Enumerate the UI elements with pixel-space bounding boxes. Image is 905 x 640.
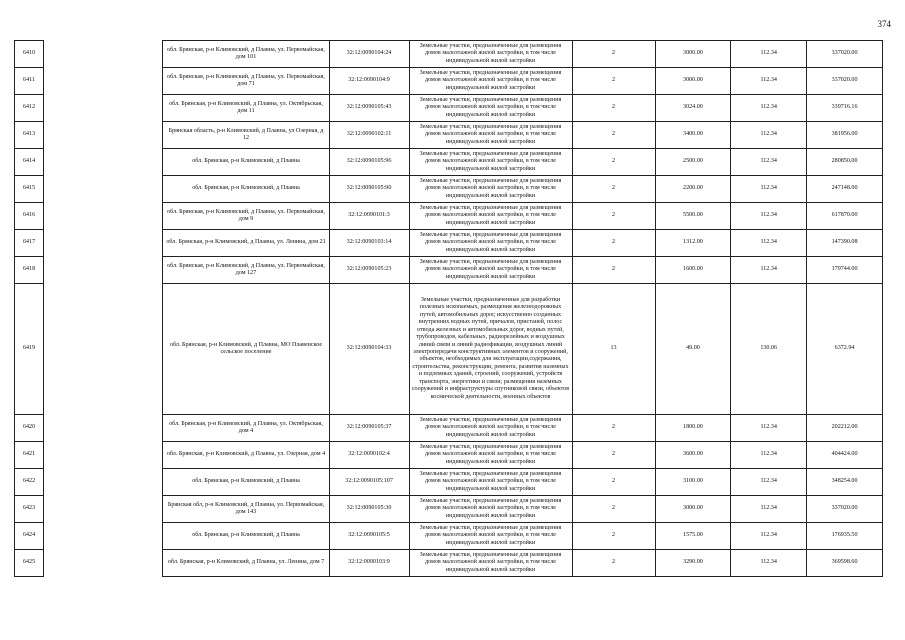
specific-value-cell: 112.34 [731,95,807,122]
cadastral-value-cell: 348254.00 [807,469,883,496]
category-code-cell: 2 [572,149,655,176]
permitted-use-cell: Земельные участки, предназначенные для размещения домов малоэтажной жилой застройки, в том числе индивидуальной жилой застройки [409,230,572,257]
cadastral-number-cell: 32:12:0090102:11 [329,122,409,149]
category-code-cell: 2 [572,95,655,122]
category-code-cell: 2 [572,496,655,523]
category-code-cell: 2 [572,257,655,284]
table-row [15,523,883,550]
cadastral-value-cell: 280850.00 [807,149,883,176]
specific-value-cell: 130.06 [731,284,807,415]
area-cell: 5500.00 [655,203,731,230]
cadastral-number-cell: 32:12:0090103:9 [329,550,409,577]
address-cell: обл. Брянская, р-н Климовский, д Плавна [163,149,329,176]
table-row [15,415,883,442]
blank-cell [44,176,163,203]
cadastral-value-cell: 339716.16 [807,95,883,122]
row-number-cell: 6422 [15,469,44,496]
cadastral-value-cell: 147390.08 [807,230,883,257]
blank-cell [44,41,163,68]
cadastral-number-cell: 32:12:0090102:4 [329,442,409,469]
category-code-cell: 2 [572,469,655,496]
cadastral-value-cell: 404424.00 [807,442,883,469]
row-number-cell: 6418 [15,257,44,284]
row-number-cell: 6410 [15,41,44,68]
area-cell: 1312.00 [655,230,731,257]
table-row [15,442,883,469]
blank-cell [44,284,163,415]
category-code-cell: 2 [572,550,655,577]
table-row [15,41,883,68]
cadastral-number-cell: 32:12:0090105:107 [329,469,409,496]
table-row [15,550,883,577]
cadastral-value-cell: 337020.00 [807,68,883,95]
table-body [15,41,883,577]
permitted-use-cell: Земельные участки, предназначенные для размещения домов малоэтажной жилой застройки, в том числе индивидуальной жилой застройки [409,415,572,442]
specific-value-cell: 112.34 [731,469,807,496]
blank-cell [44,95,163,122]
cadastral-number-cell: 32:12:0090105:30 [329,496,409,523]
blank-cell [44,550,163,577]
specific-value-cell: 112.34 [731,68,807,95]
specific-value-cell: 112.34 [731,257,807,284]
area-cell: 3400.00 [655,122,731,149]
address-cell: обл. Брянская, р-н Климовский, д Плавна, ул. Первомайская, дом 9 [163,203,329,230]
table-row [15,203,883,230]
permitted-use-cell: Земельные участки, предназначенные для размещения домов малоэтажной жилой застройки, в том числе индивидуальной жилой застройки [409,469,572,496]
cadastral-number-cell: 32:12:0090105:43 [329,95,409,122]
area-cell: 2200.00 [655,176,731,203]
table-row [15,257,883,284]
cadastral-number-cell: 32:12:0090105:90 [329,176,409,203]
specific-value-cell: 112.34 [731,176,807,203]
cadastral-value-cell: 176935.50 [807,523,883,550]
row-number-cell: 6419 [15,284,44,415]
table-row [15,122,883,149]
category-code-cell: 2 [572,203,655,230]
blank-cell [44,203,163,230]
area-cell: 3000.00 [655,496,731,523]
table-row [15,68,883,95]
row-number-cell: 6417 [15,230,44,257]
blank-cell [44,68,163,95]
permitted-use-cell: Земельные участки, предназначенные для размещения домов малоэтажной жилой застройки, в том числе индивидуальной жилой застройки [409,523,572,550]
cadastral-value-cell: 6372.94 [807,284,883,415]
permitted-use-cell: Земельные участки, предназначенные для размещения домов малоэтажной жилой застройки, в том числе индивидуальной жилой застройки [409,149,572,176]
cadastral-value-cell: 179744.00 [807,257,883,284]
specific-value-cell: 112.34 [731,496,807,523]
address-cell: обл. Брянская, р-н Климовский, д Плавна, ул. Первомайская, дом 101 [163,41,329,68]
row-number-cell: 6414 [15,149,44,176]
address-cell: обл. Брянская, р-н Климовский, д Плавна, ул. Ленина, дом 21 [163,230,329,257]
area-cell: 1600.00 [655,257,731,284]
blank-cell [44,523,163,550]
row-number-cell: 6425 [15,550,44,577]
blank-cell [44,230,163,257]
cadastral-number-cell: 32:12:0090105:96 [329,149,409,176]
category-code-cell: 2 [572,442,655,469]
row-number-cell: 6421 [15,442,44,469]
table-row [15,95,883,122]
address-cell: Брянская область, р-н Климовский, д Плавна, ул Озерная, д 12 [163,122,329,149]
specific-value-cell: 112.34 [731,122,807,149]
address-cell: обл. Брянская, р-н Климовский, д Плавна [163,176,329,203]
cadastral-value-cell: 202212.00 [807,415,883,442]
address-cell: обл. Брянская, р-н Климовский, д Плавна, ул. Октябрьская, дом 11 [163,95,329,122]
row-number-cell: 6415 [15,176,44,203]
area-cell: 3600.00 [655,442,731,469]
row-number-cell: 6424 [15,523,44,550]
category-code-cell: 2 [572,415,655,442]
land-valuation-table [14,40,883,577]
area-cell: 3024.00 [655,95,731,122]
specific-value-cell: 112.34 [731,203,807,230]
cadastral-number-cell: 32:12:0090104:9 [329,68,409,95]
area-cell: 49.00 [655,284,731,415]
address-cell: обл. Брянская, р-н Климовский, д Плавна, ул. Ленина, дом 7 [163,550,329,577]
address-cell: обл. Брянская, р-н Климовский, д Плавна, ул. Озерная, дом 4 [163,442,329,469]
cadastral-value-cell: 369598.60 [807,550,883,577]
specific-value-cell: 112.34 [731,230,807,257]
cadastral-number-cell: 32:12:0090103:14 [329,230,409,257]
address-cell: обл. Брянская, р-н Климовский, д Плавна, ул. Октябрьская, дом 4 [163,415,329,442]
cadastral-value-cell: 337020.00 [807,41,883,68]
category-code-cell: 2 [572,523,655,550]
cadastral-number-cell: 32:12:0090105:5 [329,523,409,550]
area-cell: 2500.00 [655,149,731,176]
specific-value-cell: 112.34 [731,41,807,68]
table-row [15,149,883,176]
row-number-cell: 6416 [15,203,44,230]
specific-value-cell: 112.34 [731,442,807,469]
row-number-cell: 6412 [15,95,44,122]
permitted-use-cell: Земельные участки, предназначенные для разработки полезных ископаемых, размещения железнодорожных путей, автомобильных дорог, искусственно созданных внутренних водных путей, причалов, пристаней, полос отвода железных и автомобильных дорог, водных путей, трубопроводов, кабельных, радиорелейных и воздушных линий связи и линий радиофикации, воздушных линий электропередачи конструктивных элементов и сооружений, объектов, необходимых для эксплуатации,содержания, строительства, реконструкции, ремонта, развития наземных и подземных зданий, строений, сооружений, устройств транспорта, энергетики и связи; размещения наземных сооружений и инфраструктуры спутниковой связи, объектов космической деятельности, военных объектов [409,284,572,415]
permitted-use-cell: Земельные участки, предназначенные для размещения домов малоэтажной жилой застройки, в том числе индивидуальной жилой застройки [409,550,572,577]
address-cell: обл. Брянская, р-н Климовский, д Плавна [163,523,329,550]
permitted-use-cell: Земельные участки, предназначенные для размещения домов малоэтажной жилой застройки, в том числе индивидуальной жилой застройки [409,176,572,203]
address-cell: обл. Брянская, р-н Климовский, д Плавна, МО Плавенское сельское поселение [163,284,329,415]
address-cell: обл. Брянская, р-н Климовский, д Плавна, ул. Первомайская, дом 71 [163,68,329,95]
permitted-use-cell: Земельные участки, предназначенные для размещения домов малоэтажной жилой застройки, в том числе индивидуальной жилой застройки [409,68,572,95]
specific-value-cell: 112.34 [731,550,807,577]
area-cell: 3000.00 [655,68,731,95]
table-row [15,230,883,257]
permitted-use-cell: Земельные участки, предназначенные для размещения домов малоэтажной жилой застройки, в том числе индивидуальной жилой застройки [409,203,572,230]
permitted-use-cell: Земельные участки, предназначенные для размещения домов малоэтажной жилой застройки, в том числе индивидуальной жилой застройки [409,496,572,523]
blank-cell [44,149,163,176]
cadastral-number-cell: 32:12:0090104:24 [329,41,409,68]
permitted-use-cell: Земельные участки, предназначенные для размещения домов малоэтажной жилой застройки, в том числе индивидуальной жилой застройки [409,442,572,469]
specific-value-cell: 112.34 [731,523,807,550]
area-cell: 1800.00 [655,415,731,442]
category-code-cell: 2 [572,41,655,68]
address-cell: обл. Брянская, р-н Климовский, д Плавна [163,469,329,496]
table-row [15,176,883,203]
permitted-use-cell: Земельные участки, предназначенные для размещения домов малоэтажной жилой застройки, в том числе индивидуальной жилой застройки [409,95,572,122]
cadastral-value-cell: 247148.00 [807,176,883,203]
permitted-use-cell: Земельные участки, предназначенные для размещения домов малоэтажной жилой застройки, в том числе индивидуальной жилой застройки [409,122,572,149]
table-row [15,496,883,523]
blank-cell [44,122,163,149]
page-number: 374 [877,19,891,29]
category-code-cell: 2 [572,176,655,203]
permitted-use-cell: Земельные участки, предназначенные для размещения домов малоэтажной жилой застройки, в том числе индивидуальной жилой застройки [409,257,572,284]
cadastral-number-cell: 32:12:0090101:3 [329,203,409,230]
area-cell: 3100.00 [655,469,731,496]
cadastral-number-cell: 32:12:0090105:23 [329,257,409,284]
row-number-cell: 6411 [15,68,44,95]
area-cell: 3290.00 [655,550,731,577]
blank-cell [44,496,163,523]
blank-cell [44,442,163,469]
category-code-cell: 2 [572,122,655,149]
row-number-cell: 6423 [15,496,44,523]
category-code-cell: 13 [572,284,655,415]
table-row [15,284,883,415]
area-cell: 3000.00 [655,41,731,68]
specific-value-cell: 112.34 [731,415,807,442]
cadastral-value-cell: 381956.00 [807,122,883,149]
cadastral-value-cell: 337020.00 [807,496,883,523]
area-cell: 1575.00 [655,523,731,550]
permitted-use-cell: Земельные участки, предназначенные для размещения домов малоэтажной жилой застройки, в том числе индивидуальной жилой застройки [409,41,572,68]
specific-value-cell: 112.34 [731,149,807,176]
row-number-cell: 6413 [15,122,44,149]
table-row [15,469,883,496]
category-code-cell: 2 [572,230,655,257]
blank-cell [44,257,163,284]
cadastral-value-cell: 617870.00 [807,203,883,230]
cadastral-number-cell: 32:12:0090105:37 [329,415,409,442]
category-code-cell: 2 [572,68,655,95]
cadastral-number-cell: 32:12:0090104:33 [329,284,409,415]
address-cell: Брянская обл, р-н Климовский, д Плавна, ул. Первомайская, дом 143 [163,496,329,523]
blank-cell [44,415,163,442]
row-number-cell: 6420 [15,415,44,442]
address-cell: обл. Брянская, р-н Климовский, д Плавна, ул. Первомайская, дом 127 [163,257,329,284]
blank-cell [44,469,163,496]
